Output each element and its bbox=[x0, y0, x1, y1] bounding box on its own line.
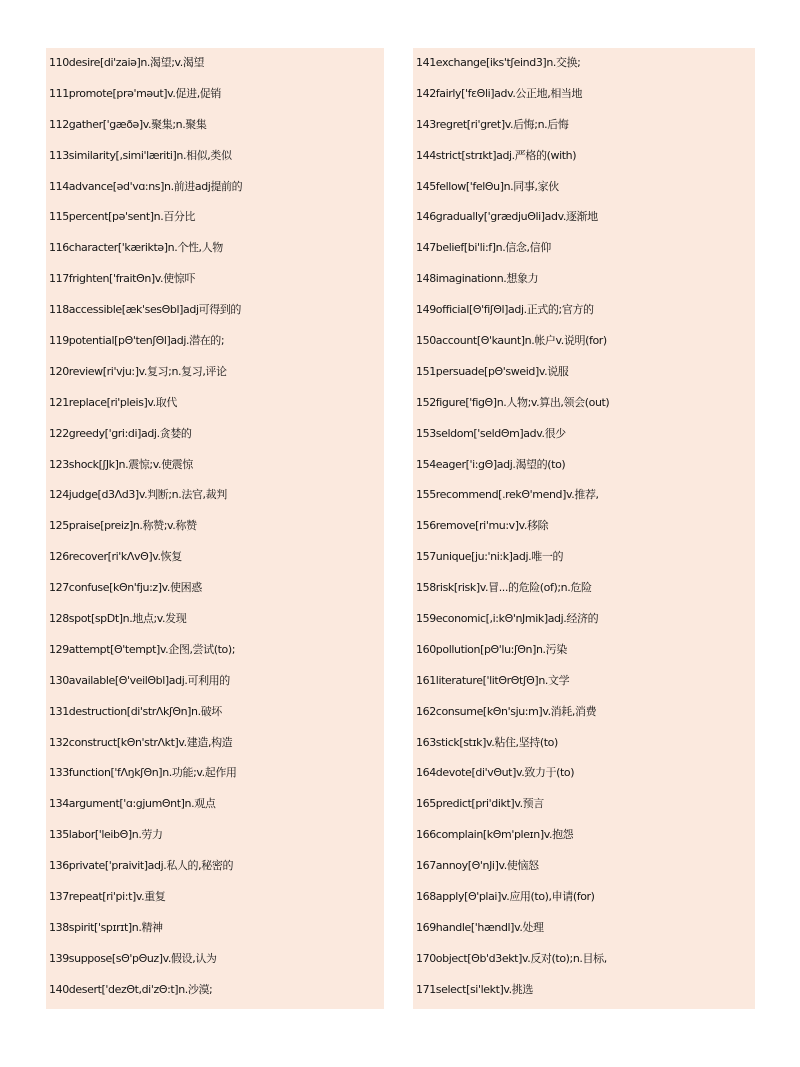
vocab-entry: 160pollution[pΘ'lu:ʃΘn]n.污染 bbox=[416, 642, 567, 656]
vocab-entry: 121replace[ri'pleis]v.取代 bbox=[49, 395, 177, 409]
vocab-entry: 157unique[ju:'ni:k]adj.唯一的 bbox=[416, 550, 564, 564]
vocab-entry: 129attempt[Θ'tempt]v.企图,尝试(to); bbox=[49, 642, 236, 656]
vocab-entry: 146gradually['grædjuΘli]adv.逐渐地 bbox=[416, 210, 598, 224]
vocab-entry: 139suppose[sΘ'pΘuz]v.假设,认为 bbox=[49, 951, 217, 965]
vocab-entry: 122greedy['gri:di]adj.贪婪的 bbox=[49, 426, 192, 440]
vocab-entry: 171select[si'lekt]v.挑选 bbox=[416, 982, 533, 996]
vocab-entry: 138spirit['spɪrɪt]n.精神 bbox=[49, 920, 163, 934]
vocab-entry: 148imaginationn.想象力 bbox=[416, 272, 539, 286]
vocab-entry: 123shock[ʃJk]n.震惊;v.使震惊 bbox=[49, 457, 193, 471]
vocab-entry: 161literature['litΘrΘtʃΘ]n.文学 bbox=[416, 673, 570, 687]
vocab-entry: 149official[Θ'fiʃΘl]adj.正式的;官方的 bbox=[416, 303, 594, 317]
vocab-entry: 131destruction[di'strΛkʃΘn]n.破坏 bbox=[49, 704, 222, 718]
vocab-entry: 125praise[preiz]n.称赞;v.称赞 bbox=[49, 519, 197, 533]
vocab-entry: 143regret[ri'gret]v.后悔;n.后悔 bbox=[416, 117, 569, 131]
vocab-entry: 167annoy[Θ'nJi]v.使恼怒 bbox=[416, 859, 539, 873]
vocab-entry: 170object[Θb'd3ekt]v.反对(to);n.目标, bbox=[416, 951, 607, 965]
vocab-entry: 118accessible[æk'sesΘbl]adj可得到的 bbox=[49, 303, 242, 317]
vocab-entry: 133function['fΛŋkʃΘn]n.功能;v.起作用 bbox=[49, 766, 237, 780]
vocab-entry: 166complain[kΘm'pleɪn]v.抱怨 bbox=[416, 828, 574, 842]
vocab-entry: 165predict[pri'dikt]v.预言 bbox=[416, 797, 544, 811]
vocab-entry: 119potential[pΘ'tenʃΘl]adj.潜在的; bbox=[49, 334, 225, 348]
vocab-entry: 141exchange[iks'tʃeind3]n.交换; bbox=[416, 56, 581, 69]
vocab-entry: 110desire[di'zaiə]n.渴望;v.渴望 bbox=[49, 56, 205, 69]
entry-list-right bbox=[413, 48, 755, 1006]
vocab-entry: 169handle['hændl]v.处理 bbox=[416, 920, 544, 934]
vocab-entry: 147belief[bi'li:f]n.信念,信仰 bbox=[416, 241, 551, 255]
vocab-entry: 130available[Θ'veilΘbl]adj.可利用的 bbox=[49, 673, 230, 687]
vocab-entry: 120review[ri'vju:]v.复习;n.复习,评论 bbox=[49, 364, 227, 378]
vocab-entry: 154eager['i:gΘ]adj.渴望的(to) bbox=[416, 457, 566, 471]
vocab-entry: 114advance[əd'vɑ:ns]n.前进adj提前的 bbox=[49, 179, 243, 193]
vocab-entry: 127confuse[kΘn'fju:z]v.使困惑 bbox=[49, 581, 202, 595]
vocab-entry: 156remove[ri'mu:v]v.移除 bbox=[416, 519, 549, 533]
vocab-entry: 168apply[Θ'plai]v.应用(to),申请(for) bbox=[416, 890, 595, 904]
vocab-entry: 132construct[kΘn'strΛkt]v.建造,构造 bbox=[49, 735, 233, 749]
vocab-entry: 158risk[risk]v.冒...的危险(of);n.危险 bbox=[416, 581, 592, 595]
vocab-entry: 144strict[strɪkt]adj.严格的(with) bbox=[416, 148, 577, 162]
vocab-entry: 137repeat[ri'pi:t]v.重复 bbox=[49, 890, 166, 904]
vocab-entry: 159economic[,i:kΘ'nJmik]adj.经济的 bbox=[416, 612, 599, 626]
vocab-entry: 152figure['figΘ]n.人物;v.算出,领会(out) bbox=[416, 395, 610, 409]
vocab-entry: 140desert['dezΘt,di'zΘ:t]n.沙漠; bbox=[49, 982, 213, 996]
vocab-entry: 151persuade[pΘ'sweid]v.说服 bbox=[416, 364, 569, 378]
vocab-entry: 163stick[stɪk]v.粘住,坚持(to) bbox=[416, 735, 558, 749]
vocab-entry: 145fellow['felΘu]n.同事,家伙 bbox=[416, 179, 559, 193]
vocab-entry: 111promote[prə'məut]v.促进,促销 bbox=[49, 86, 222, 100]
vocab-entry: 115percent[pə'sent]n.百分比 bbox=[49, 210, 196, 224]
vocab-entry: 117frighten['fraitΘn]v.使惊吓 bbox=[49, 272, 195, 286]
vocab-entry: 136private['praivit]adj.私人的,秘密的 bbox=[49, 859, 234, 873]
vocab-entry: 162consume[kΘn'sju:m]v.消耗,消费 bbox=[416, 704, 597, 718]
vocab-entry: 124judge[d3Λd3]v.判断;n.法官,裁判 bbox=[49, 488, 227, 502]
vocabulary-column-right bbox=[413, 48, 755, 1009]
vocab-entry: 153seldom['seldΘm]adv.很少 bbox=[416, 426, 566, 440]
vocab-entry: 150account[Θ'kaunt]n.帐户v.说明(for) bbox=[416, 334, 607, 348]
vocabulary-column-left bbox=[46, 48, 384, 1009]
vocab-entry: 116character['kæriktə]n.个性,人物 bbox=[49, 241, 223, 255]
vocab-entry: 113similarity[,simi'læriti]n.相似,类似 bbox=[49, 148, 232, 162]
vocab-entry: 128spot[spDt]n.地点;v.发现 bbox=[49, 612, 187, 626]
vocab-entry: 112gather['gæðə]v.聚集;n.聚集 bbox=[49, 117, 207, 131]
vocab-entry: 126recover[ri'kΛvΘ]v.恢复 bbox=[49, 550, 182, 564]
vocab-entry: 134argument['ɑ:gjumΘnt]n.观点 bbox=[49, 797, 216, 811]
vocab-entry: 135labor['leibΘ]n.劳力 bbox=[49, 828, 163, 842]
entry-list-left bbox=[46, 48, 384, 1006]
vocab-entry: 164devote[di'vΘut]v.致力于(to) bbox=[416, 766, 575, 780]
vocab-entry: 155recommend[.rekΘ'mend]v.推荐, bbox=[416, 488, 599, 502]
vocab-entry: 142fairly['fɛΘli]adv.公正地,相当地 bbox=[416, 86, 583, 100]
